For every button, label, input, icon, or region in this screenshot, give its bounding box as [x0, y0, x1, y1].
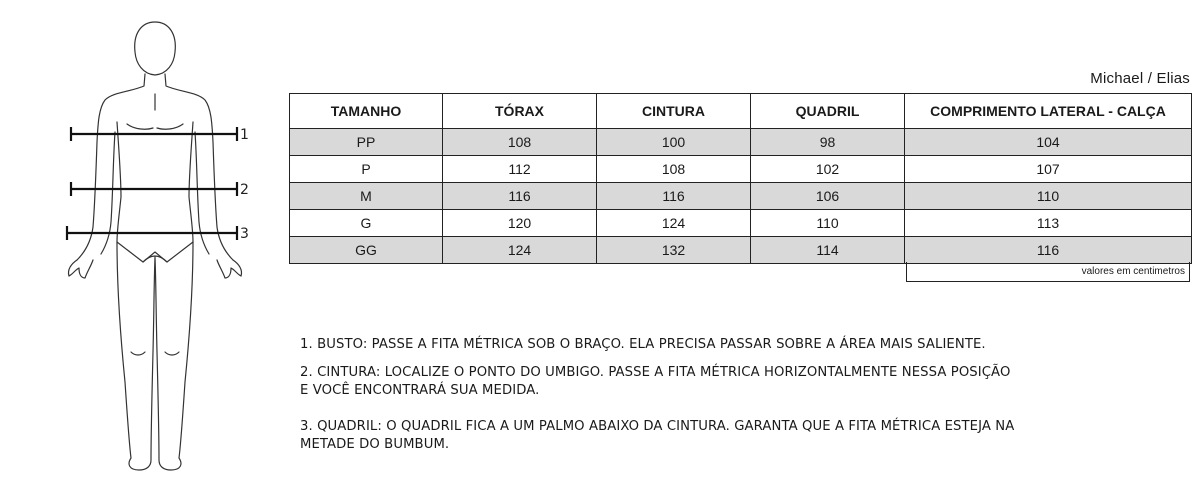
table-cell: M — [290, 183, 443, 210]
table-cell: 114 — [751, 237, 905, 264]
table-cell: 124 — [443, 237, 597, 264]
table-cell: 110 — [905, 183, 1192, 210]
table-cell: 102 — [751, 156, 905, 183]
table-cell: G — [290, 210, 443, 237]
marker-label-2: 2 — [240, 182, 249, 198]
figure-legs — [117, 242, 193, 470]
header-chest: TÓRAX — [443, 94, 597, 129]
table-cell: 116 — [905, 237, 1192, 264]
table-cell: 108 — [443, 129, 597, 156]
figure-left-hand — [68, 260, 93, 278]
header-hip: QUADRIL — [751, 94, 905, 129]
header-pants-length: COMPRIMENTO LATERAL - CALÇA — [905, 94, 1192, 129]
table-cell: 124 — [597, 210, 751, 237]
table-cell: 116 — [443, 183, 597, 210]
table-cell: 132 — [597, 237, 751, 264]
figure-head — [135, 22, 176, 75]
size-table — [289, 93, 1192, 264]
table-header-row — [290, 94, 1192, 129]
body-measurement-figure — [55, 12, 255, 482]
marker-label-1: 1 — [240, 127, 249, 143]
table-cell: 98 — [751, 129, 905, 156]
instruction-chest: 1. BUSTO: PASSE A FITA MÉTRICA SOB O BRAÇO. ELA PRECISA PASSAR SOBRE A ÁREA MAIS SALIENTE. — [300, 337, 986, 352]
instruction-waist: 2. CINTURA: LOCALIZE O PONTO DO UMBIGO. PASSE A FITA MÉTRICA HORIZONTALMENTE NESSA POSIÇÃO E VOCÊ ENCONTRARÁ SUA MEDIDA. — [300, 365, 1011, 398]
figure-right-hand — [217, 260, 242, 278]
table-row — [290, 237, 1192, 264]
table-cell: 106 — [751, 183, 905, 210]
instruction-hip: 3. QUADRIL: O QUADRIL FICA A UM PALMO ABAIXO DA CINTURA. GARANTA QUE A FITA MÉTRICA ESTEJA NA METADE DO BUMBUM. — [300, 419, 1015, 452]
table-row — [290, 156, 1192, 183]
table-cell: 120 — [443, 210, 597, 237]
product-name: Michael / Elias — [1090, 70, 1190, 87]
table-cell: 112 — [443, 156, 597, 183]
marker-label-3: 3 — [240, 226, 249, 242]
table-row — [290, 210, 1192, 237]
table-cell: P — [290, 156, 443, 183]
unit-note: valores em centimetros — [906, 262, 1190, 282]
table-cell: PP — [290, 129, 443, 156]
table-cell: 110 — [751, 210, 905, 237]
table-row — [290, 129, 1192, 156]
table-cell: 104 — [905, 129, 1192, 156]
table-cell: 107 — [905, 156, 1192, 183]
table-cell: 108 — [597, 156, 751, 183]
header-size: TAMANHO — [290, 94, 443, 129]
table-cell: 113 — [905, 210, 1192, 237]
table-cell: 116 — [597, 183, 751, 210]
measurement-instructions — [300, 336, 1020, 464]
header-waist: CINTURA — [597, 94, 751, 129]
table-row — [290, 183, 1192, 210]
table-cell: GG — [290, 237, 443, 264]
table-cell: 100 — [597, 129, 751, 156]
